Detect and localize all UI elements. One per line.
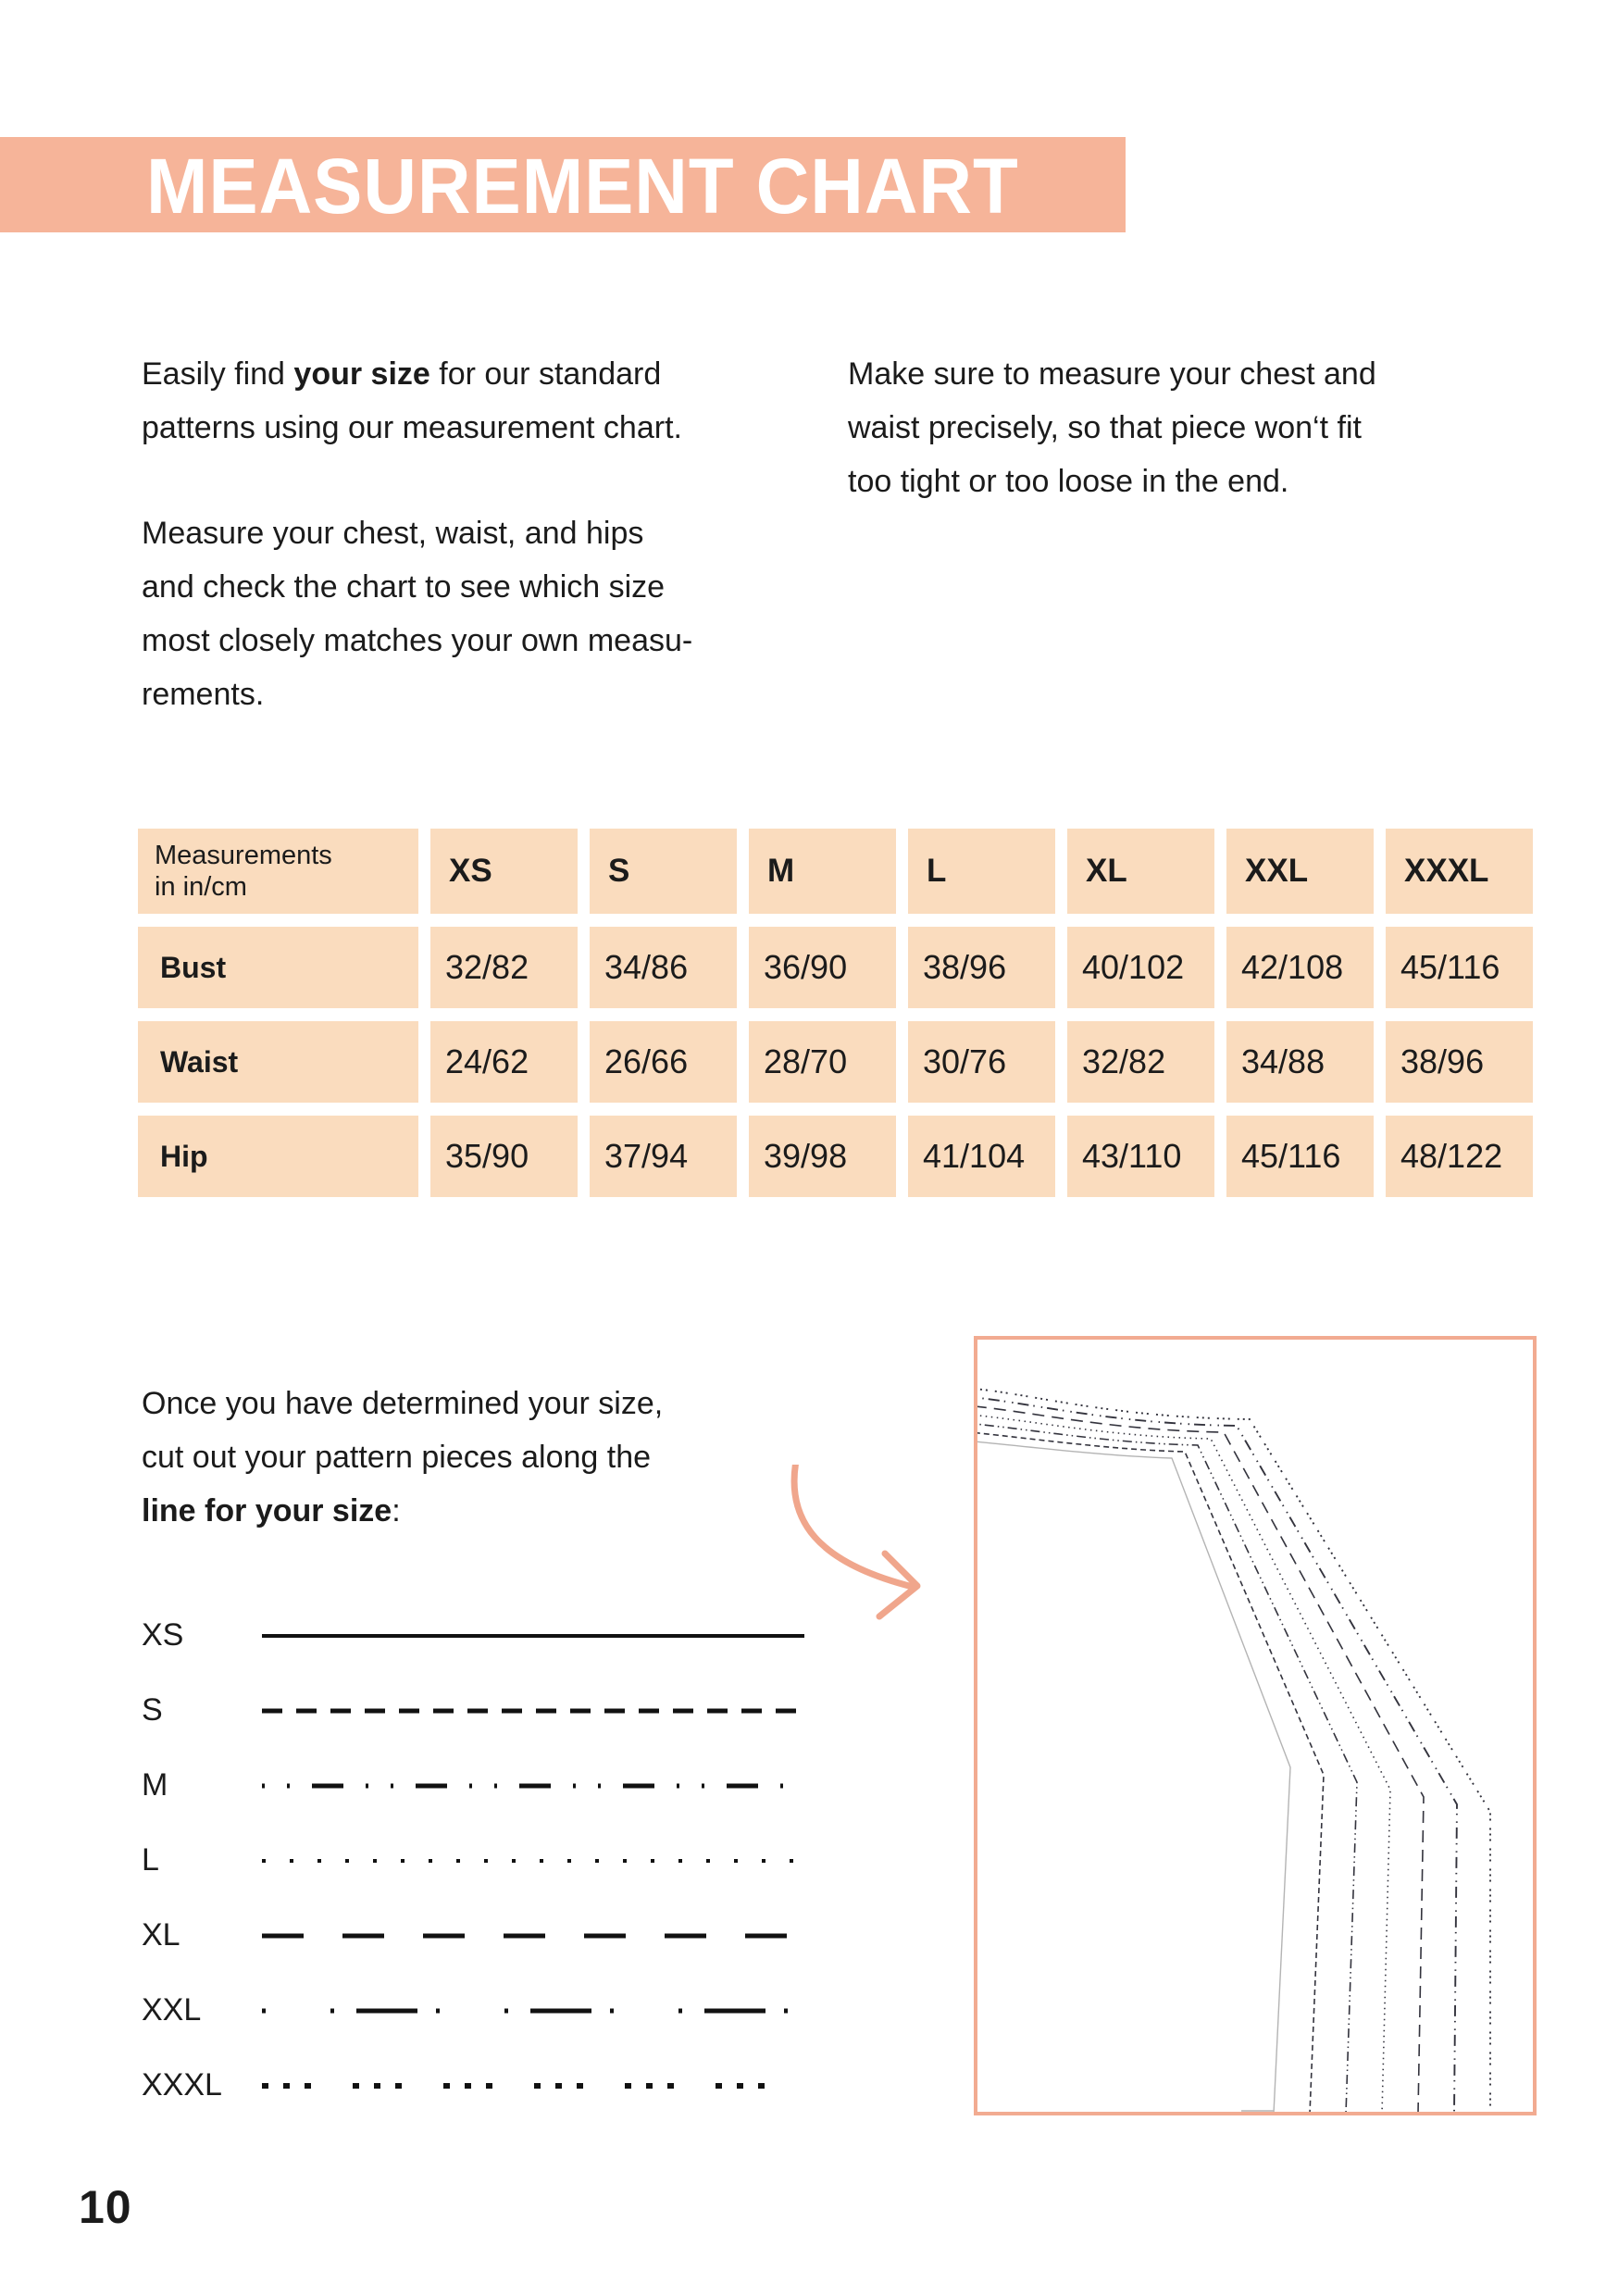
table-cell-value: 28/70 [749,1021,896,1103]
table-cell-value: 39/98 [749,1116,896,1197]
table-cell-value: 30/76 [908,1021,1055,1103]
table-cell-value: 24/62 [430,1021,578,1103]
table-header-size: XS [430,829,578,914]
table-cell-value: 26/66 [590,1021,737,1103]
legend-row-xl [142,1898,827,1973]
diagram-cut-line-s [977,1433,1324,2113]
legend-size-label: S [142,1692,163,1728]
legend-row-s [142,1673,827,1748]
table-cell-value: 38/96 [908,927,1055,1008]
legend-size-label: M [142,1767,168,1803]
table-row-label: Bust [138,927,418,1008]
legend-size-label: XXXL [142,2067,222,2103]
intro-right-column [848,347,1514,560]
size-line-legend [142,1598,827,2123]
legend-size-label: XL [142,1917,180,1953]
table-header-measurements: Measurements in in/cm [138,829,418,914]
table-header-size: XXL [1226,829,1374,914]
table-cell-value: 48/122 [1386,1116,1533,1197]
cutting-instructions: Once you have determined your size, cut out your pattern pieces along the line for your size: [142,1386,664,1529]
table-cell-value: 43/110 [1067,1116,1214,1197]
legend-line-dot-dot-long-dash [260,2006,806,2015]
legend-size-label: XXL [142,1992,202,2028]
legend-row-l [142,1823,827,1898]
pattern-diagram-lines [977,1340,1533,2112]
header-band [0,137,1126,232]
table-cell-value: 45/116 [1226,1116,1374,1197]
table-header-size: S [590,829,737,914]
legend-size-label: L [142,1842,159,1878]
legend-line-dotted [260,1856,806,1866]
table-cell-value: 45/116 [1386,927,1533,1008]
legend-row-xxl [142,1973,827,2048]
diagram-cut-line-l [977,1416,1390,2113]
table-header-size: L [908,829,1055,914]
table-row-label: Waist [138,1021,418,1103]
intro-left-column [142,347,808,773]
diagram-cut-line-xxl [977,1398,1457,2113]
table-header-size: XL [1067,829,1214,914]
table-header-size: M [749,829,896,914]
table-cell-value: 32/82 [430,927,578,1008]
intro-paragraph-1: Easily find your size for our standard patterns using our measurement chart. [142,356,682,445]
diagram-cut-line-m [977,1424,1357,2112]
table-cell-value: 34/88 [1226,1021,1374,1103]
table-cell-value: 32/82 [1067,1021,1214,1103]
diagram-cut-line-xs [977,1441,1290,2112]
legend-row-xs [142,1598,827,1673]
page-title: MEASUREMENT CHART [146,143,1019,230]
table-row-label: Hip [138,1116,418,1197]
table-cell-value: 36/90 [749,927,896,1008]
measurement-table [138,829,1533,1197]
legend-line-solid [260,1631,806,1641]
legend-row-xxxl [142,2048,827,2123]
table-cell-value: 41/104 [908,1116,1055,1197]
table-cell-value: 38/96 [1386,1021,1533,1103]
intro-paragraph-2: Measure your chest, waist, and hips and check the chart to see which size most closely matches your own measu- rements. [142,516,693,712]
diagram-cut-line-xxxl [977,1389,1490,2112]
pattern-diagram [974,1336,1537,2115]
table-cell-value: 37/94 [590,1116,737,1197]
table-cell-value: 35/90 [430,1116,578,1197]
page-number: 10 [79,2181,132,2233]
table-cell-value: 42/108 [1226,927,1374,1008]
legend-line-dot-groups [260,2081,806,2090]
intro-paragraph-3: Make sure to measure your chest and waist precisely, so that piece won‘t fit too tight or too loose in the end. [848,356,1376,499]
table-header-size: XXXL [1386,829,1533,914]
legend-size-label: XS [142,1617,184,1653]
legend-line-dashed [260,1706,806,1716]
legend-line-dot-dot-dash [260,1781,806,1791]
legend-line-long-dash [260,1931,806,1940]
table-cell-value: 34/86 [590,927,737,1008]
legend-row-m [142,1748,827,1823]
diagram-cut-line-xl [977,1406,1424,2112]
table-cell-value: 40/102 [1067,927,1214,1008]
